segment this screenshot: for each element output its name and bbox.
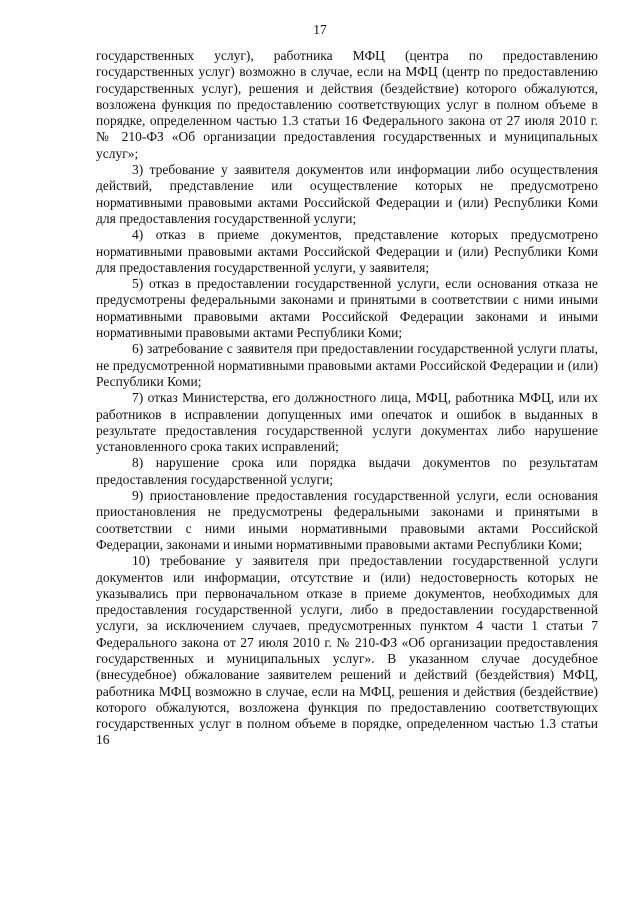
list-item-8: 8) нарушение срока или порядка выдачи документов по результатам предоставления государственной услуги;: [96, 455, 598, 487]
list-item-6: 6) затребование с заявителя при предоставлении государственной услуги платы, не предусмотренной нормативными правовыми актами Российской Федерации и (или) Республики Коми;: [96, 341, 598, 389]
list-item-5: 5) отказ в предоставлении государственной услуги, если основания отказа не предусмотрены федеральными законами и принятыми в соответствии с ними иными нормативными правовыми актами Российской Федерации законами и иными нормативными правовыми актами Республики Коми;: [96, 276, 598, 341]
paragraph-continuation: государственных услуг), работника МФЦ (центра по предоставлению государственных услуг) возможно в случае, если на МФЦ (центр по предоставлению государственных услуг), решения и действия (бездействие) которого обжалуются, возложена функция по предоставлению соответствующих услуг в полном объеме в порядке, определенном частью 1.3 статьи 16 Федерального закона от 27 июля 2010 г. № 210-ФЗ «Об организации предоставления государственных и муниципальных услуг»;: [96, 48, 598, 161]
list-item-9: 9) приостановление предоставления государственной услуги, если основания приостановления не предусмотрены федеральными законами и принятыми в соответствии с ними иными нормативными правовыми актами Российской Федерации, законами и иными нормативными правовыми актами Республики Коми;: [96, 488, 598, 552]
list-item-4: 4) отказ в приеме документов, представление которых предусмотрено нормативными правовыми актами Российской Федерации и (или) Республики Коми для предоставления государственной услуги, у заявителя;: [96, 227, 598, 275]
list-item-7: 7) отказ Министерства, его должностного лица, МФЦ, работника МФЦ, или их работников в исправлении допущенных ими опечаток и ошибок в выданных в результате предоставления государственной услуги документах либо нарушение установленного срока таких исправлений;: [96, 390, 598, 455]
page-number: 17: [313, 22, 327, 37]
document-body: [96, 48, 598, 749]
list-item-3: 3) требование у заявителя документов или информации либо осуществления действий, представление или осуществление которых не предусмотрено нормативными правовыми актами Российской Федерации и (или) Республики Коми для предоставления государственной услуги;: [96, 162, 598, 226]
list-item-10: 10) требование у заявителя при предоставлении государственной услуги документов или информации, отсутствие и (или) недостоверность которых не указывались при первоначальном отказе в приеме документов, необходимых для предоставления государственной услуги, либо в предоставлении государственной услуги, за исключением случаев, предусмотренных пунктом 4 части 1 статьи 7 Федерального закона от 27 июля 2010 г. № 210-ФЗ «Об организации предоставления государственных и муниципальных услуг». В указанном случае досудебное (внесудебное) обжалование заявителем решений и действий (бездействия) МФЦ, работника МФЦ возможно в случае, если на МФЦ, решения и действия (бездействие) которого обжалуются, возложена функция по предоставлению соответствующих государственных услуг в полном объеме в порядке, определенном частью 1.3 статьи 16: [96, 553, 598, 748]
